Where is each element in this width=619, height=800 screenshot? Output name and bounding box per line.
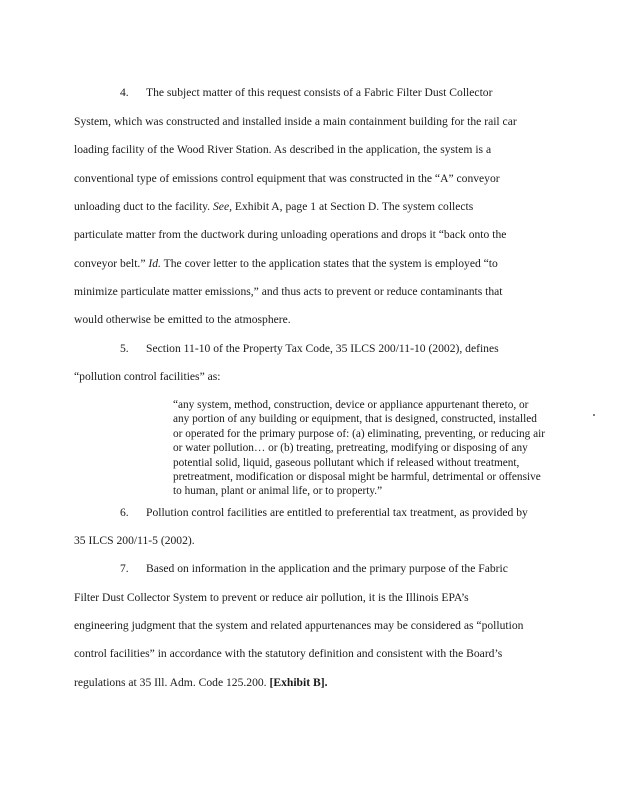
paragraph-4-line-2: System, which was constructed and installed inside a main containment building for the rail car bbox=[74, 115, 517, 128]
paragraph-5-line-2: “pollution control facilities” as: bbox=[74, 370, 221, 383]
scan-speck bbox=[593, 414, 595, 416]
paragraph-6-number: 6. bbox=[120, 506, 129, 519]
paragraph-6-line-2: 35 ILCS 200/11-5 (2002). bbox=[74, 534, 195, 547]
paragraph-5-number: 5. bbox=[120, 342, 129, 355]
quote-line-2: any portion of any building or equipment, that is designed, constructed, installed bbox=[173, 413, 537, 426]
exhibit-b-reference: [Exhibit B]. bbox=[269, 676, 328, 689]
paragraph-7-line-3: engineering judgment that the system and related appurtenances may be considered as “pollution bbox=[74, 619, 524, 632]
see-citation: See, bbox=[213, 200, 232, 213]
paragraph-4-line-4: conventional type of emissions control equipment that was constructed in the “A” conveyor bbox=[74, 172, 500, 185]
id-citation: Id. bbox=[148, 257, 161, 270]
paragraph-4-line-7 bbox=[74, 257, 498, 271]
paragraph-7-line-1: Based on information in the application and the primary purpose of the Fabric bbox=[146, 562, 508, 575]
paragraph-4-line-9: would otherwise be emitted to the atmosphere. bbox=[74, 313, 291, 326]
paragraph-4-line-6: particulate matter from the ductwork during unloading operations and drops it “back onto the bbox=[74, 228, 507, 241]
paragraph-4-line-5-rest: Exhibit A, page 1 at Section D. The system collects bbox=[234, 200, 474, 213]
quote-line-7: to human, plant or animal life, or to property.” bbox=[173, 485, 383, 498]
paragraph-6-line-1: Pollution control facilities are entitled to preferential tax treatment, as provided by bbox=[146, 506, 528, 519]
quote-line-1: “any system, method, construction, device or appliance appurtenant thereto, or bbox=[173, 399, 529, 411]
paragraph-7-line-2: Filter Dust Collector System to prevent or reduce air pollution, it is the Illinois EPA’s bbox=[74, 591, 469, 604]
paragraph-7-line-5-text: regulations at 35 Ill. Adm. Code 125.200. bbox=[74, 676, 267, 689]
paragraph-7-line-4: control facilities” in accordance with the statutory definition and consistent with the Board’s bbox=[74, 647, 503, 660]
quote-line-3: or operated for the primary purpose of: (a) eliminating, preventing, or reducing air bbox=[173, 427, 546, 440]
paragraph-5-line-1: Section 11-10 of the Property Tax Code, 35 ILCS 200/11-10 (2002), defines bbox=[146, 342, 499, 355]
quote-line-6: pretreatment, modification or disposal might be harmful, detrimental or offensive bbox=[173, 471, 541, 484]
paragraph-7-number: 7. bbox=[120, 562, 129, 575]
quote-line-4: or water pollution… or (b) treating, pretreating, modifying or disposing of any bbox=[173, 442, 528, 455]
paragraph-4-line-3: loading facility of the Wood River Station. As described in the application, the system is a bbox=[74, 143, 492, 156]
quote-line-5: potential solid, liquid, gaseous pollutant which if released without treatment, bbox=[173, 456, 520, 469]
paragraph-4-number: 4. bbox=[120, 86, 129, 99]
paragraph-4-line-7-rest: The cover letter to the application states that the system is employed “to bbox=[163, 257, 498, 270]
paragraph-4-line-1: The subject matter of this request consists of a Fabric Filter Dust Collector bbox=[146, 86, 493, 99]
paragraph-4-line-5 bbox=[74, 200, 473, 214]
statutory-definition-quote bbox=[173, 398, 545, 499]
paragraph-4-line-5-text: unloading duct to the facility. bbox=[74, 200, 211, 213]
paragraph-7-line-5 bbox=[74, 676, 327, 690]
paragraph-4-line-7-text: conveyor belt.” bbox=[74, 257, 146, 270]
paragraph-4-line-8: minimize particulate matter emissions,” and thus acts to prevent or reduce contaminants that bbox=[74, 285, 503, 298]
